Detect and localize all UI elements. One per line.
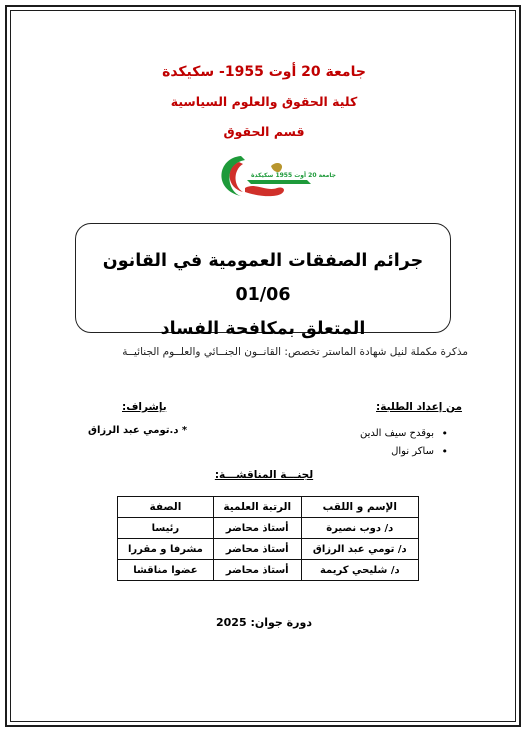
thesis-title-line-2: المتعلق بمكافحة الفساد (160, 319, 366, 339)
faculty-name: كلية الحقوق والعلوم السياسية (170, 94, 358, 109)
committee-heading: لجنـــة المناقشـــة: (214, 469, 314, 481)
memo-description: مذكرة مكملة لنيل شهادة الماستر تخصص: القانــون الجنــائي والعلــوم الجنائيــة (122, 346, 468, 358)
member-rank: أستاذ محاضر (213, 539, 301, 560)
thesis-title-box (75, 223, 451, 339)
table-header-row (118, 497, 419, 518)
member-name: د/ تومي عبد الرزاق (301, 539, 418, 560)
column-header: الصفة (118, 497, 214, 518)
thesis-title-line-1: جرائم الصفقات العمومية في القانون 01/06 (102, 251, 424, 305)
university-name: جامعة 20 أوت 1955- سكيكدة (162, 64, 366, 80)
member-rank: أستاذ محاضر (213, 560, 301, 581)
member-rank: أستاذ محاضر (213, 518, 301, 539)
committee-table (117, 496, 419, 581)
member-role: مشرفا و مقررا (118, 539, 214, 560)
supervision-heading: بإشراف: (122, 401, 167, 413)
member-role: عضوا مناقشا (118, 560, 214, 581)
member-name: د/ دوب نصيرة (301, 518, 418, 539)
students-heading: من إعداد الطلبة: (376, 401, 462, 413)
table-row (118, 518, 419, 539)
university-logo (211, 152, 336, 200)
logo-text: جامعة 20 أوت 1955 سكيكدة (251, 172, 336, 179)
member-role: رئيسا (118, 518, 214, 539)
column-header: الرتبة العلمية (213, 497, 301, 518)
table-row (118, 539, 419, 560)
column-header: الإسم و اللقب (301, 497, 418, 518)
table-row (118, 560, 419, 581)
department-name: قسم الحقوق (223, 124, 305, 139)
student-name: • ساكر نوال (360, 443, 448, 461)
member-name: د/ شليحي كريمة (301, 560, 418, 581)
session-date: دورة جوان: 2025 (216, 616, 312, 629)
supervisor-name: * د.تومي عبد الرزاق (88, 425, 188, 436)
students-list (360, 425, 448, 461)
student-name: • بوقدح سيف الدين (360, 425, 448, 443)
